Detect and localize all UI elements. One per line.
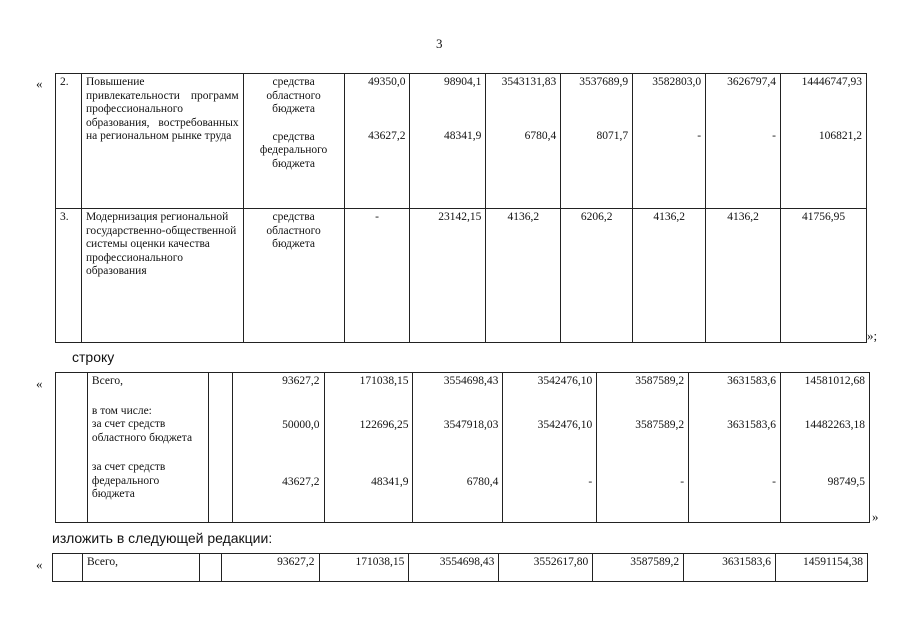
value-cell <box>597 373 689 523</box>
value-regional: 14446747,93 <box>801 76 862 88</box>
total-label: Всего, <box>82 554 199 582</box>
federal-value: - <box>680 476 685 488</box>
empty-cell <box>53 554 83 582</box>
value-cell: 6206,2 <box>561 209 633 343</box>
total-value: 93627,2 <box>221 554 319 582</box>
totals-old-table <box>55 372 870 523</box>
federal-value: - <box>772 476 776 488</box>
total-value: 3631583,6 <box>684 554 776 582</box>
value-federal: 8071,7 <box>596 129 629 142</box>
item-name: Повышение привлекательности программ профессионального образования, востребованных на региональном рынке труда <box>81 74 243 209</box>
source-regional: средства областного бюджета <box>266 211 321 250</box>
total-value: 3554698,43 <box>443 375 499 387</box>
federal-value: 43627,2 <box>282 476 320 488</box>
funding-source <box>243 209 344 343</box>
value-cell <box>503 373 597 523</box>
value-cell <box>633 74 706 209</box>
value-federal: 6780,4 <box>524 129 557 142</box>
value-federal: 43627,2 <box>368 129 406 142</box>
empty-cell <box>199 554 221 582</box>
opening-quote: « <box>36 76 43 91</box>
total-value: 14591154,38 <box>776 554 868 582</box>
closing-quote: »; <box>867 328 878 343</box>
totals-new-table <box>52 553 868 582</box>
value-regional: 3543131,83 <box>501 76 557 88</box>
regional-value: 3631583,6 <box>727 418 776 431</box>
value-federal: - <box>772 129 776 142</box>
value-federal: - <box>697 129 702 142</box>
opening-quote: « <box>36 376 43 391</box>
value-cell: 4136,2 <box>706 209 781 343</box>
value-regional: 98904,1 <box>443 76 482 88</box>
empty-cell <box>56 373 88 523</box>
word-stroku: строку <box>72 349 115 365</box>
value-cell: 23142,15 <box>410 209 486 343</box>
federal-value: - <box>588 476 593 488</box>
value-cell <box>410 74 486 209</box>
value-cell <box>706 74 781 209</box>
total-value: 3542476,10 <box>537 375 593 387</box>
value-cell <box>486 74 561 209</box>
regional-value: 122696,25 <box>359 418 409 431</box>
value-regional: 49350,0 <box>368 76 406 88</box>
including-label: в том числе: <box>91 404 152 417</box>
value-regional: 3582803,0 <box>652 76 702 88</box>
regional-value: 3587589,2 <box>635 418 685 431</box>
federal-value: 48341,9 <box>371 476 409 488</box>
value-cell <box>780 373 869 523</box>
opening-quote: « <box>36 557 43 572</box>
federal-value: 6780,4 <box>466 476 499 488</box>
total-value: 3552617,80 <box>499 554 593 582</box>
total-value: 3587589,2 <box>635 375 685 387</box>
total-value: 171038,15 <box>359 375 409 387</box>
value-federal: 106821,2 <box>818 129 862 142</box>
regional-label: за счет средств областного бюджета <box>91 418 193 444</box>
empty-cell <box>208 373 232 523</box>
programs-table <box>55 73 867 343</box>
table-row <box>56 209 867 343</box>
regional-value: 3547918,03 <box>443 418 499 431</box>
federal-value: 98749,5 <box>827 476 865 488</box>
regional-value: 50000,0 <box>282 418 320 431</box>
table-row <box>56 74 867 209</box>
total-value: 93627,2 <box>282 375 320 387</box>
closing-quote: » <box>872 509 879 524</box>
value-cell <box>561 74 633 209</box>
total-value: 3554698,43 <box>409 554 499 582</box>
source-regional: средства областного бюджета <box>266 76 321 115</box>
total-value: 3587589,2 <box>593 554 684 582</box>
table-row <box>53 554 868 582</box>
value-regional: 3537689,9 <box>579 76 629 88</box>
total-label: Всего, <box>91 375 123 387</box>
total-value: 171038,15 <box>319 554 409 582</box>
total-value: 3631583,6 <box>727 375 776 387</box>
value-cell <box>232 373 324 523</box>
federal-label: за счет средств федерального бюджета <box>91 461 166 500</box>
table-row <box>56 373 870 523</box>
row-number: 3. <box>56 209 82 343</box>
labels-cell <box>87 373 208 523</box>
item-name: Модернизация региональной государственно-общественной системы оценки качества профессионального образования <box>81 209 243 343</box>
value-regional: 3626797,4 <box>727 76 776 88</box>
value-cell <box>781 74 867 209</box>
source-federal: средства федерального бюджета <box>259 130 328 170</box>
phrase-new-edition: изложить в следующей редакции: <box>52 530 273 546</box>
value-cell <box>344 74 410 209</box>
value-cell: - <box>344 209 410 343</box>
value-cell <box>324 373 413 523</box>
regional-value: 3542476,10 <box>537 418 593 431</box>
value-cell <box>413 373 503 523</box>
total-value: 14581012,68 <box>804 375 865 387</box>
value-federal: 48341,9 <box>443 129 482 142</box>
value-cell: 4136,2 <box>486 209 561 343</box>
row-number: 2. <box>56 74 82 209</box>
regional-value: 14482263,18 <box>804 418 865 431</box>
value-cell: 4136,2 <box>633 209 706 343</box>
page-number: 3 <box>436 36 443 51</box>
value-cell: 41756,95 <box>781 209 867 343</box>
value-cell <box>689 373 781 523</box>
funding-source <box>243 74 344 209</box>
